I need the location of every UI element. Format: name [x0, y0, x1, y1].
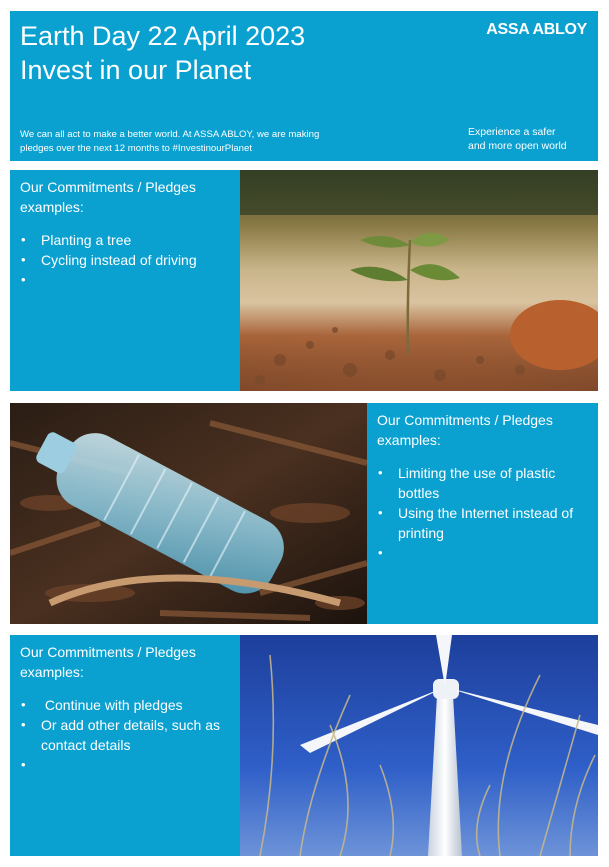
pledge-list — [377, 463, 588, 563]
pledge-heading — [20, 177, 230, 217]
pledge-section-3 — [10, 635, 598, 856]
intro-line-1: We can all act to make a better world. At ASSA ABLOY, we are making — [20, 129, 320, 140]
pledge-heading-line-2: examples: — [377, 432, 441, 448]
pledge-heading-line-1: Our Commitments / Pledges — [377, 412, 553, 428]
pledge-heading-line-1: Our Commitments / Pledges — [20, 644, 196, 660]
pledge-heading-line-2: examples: — [20, 199, 84, 215]
pledge-item: • Planting a tree — [20, 230, 230, 250]
header-banner — [10, 11, 598, 161]
pledge-section-1 — [10, 170, 598, 391]
pledge-list — [20, 230, 230, 290]
pledge-panel-3 — [10, 635, 240, 856]
pledge-item: • Or add other details, such as contact details — [20, 715, 230, 755]
pledge-heading — [20, 642, 230, 682]
pledge-item — [20, 755, 230, 775]
pledge-item — [377, 543, 588, 563]
page-title — [20, 19, 305, 87]
pledge-heading — [377, 410, 588, 450]
pledge-item: • Continue with pledges — [20, 695, 230, 715]
pledge-item: • Cycling instead of driving — [20, 250, 230, 270]
pledge-heading-line-2: examples: — [20, 664, 84, 680]
intro-text — [20, 128, 360, 156]
wind-turbine-photo — [240, 635, 598, 856]
pledge-list — [20, 695, 230, 775]
brand-tagline — [468, 125, 588, 153]
pledge-heading-line-1: Our Commitments / Pledges — [20, 179, 196, 195]
pledge-panel-1 — [10, 170, 240, 391]
plastic-bottle-photo — [10, 403, 367, 624]
pledge-section-2 — [10, 403, 598, 624]
tagline-line-1: Experience a safer — [468, 126, 556, 138]
tagline-line-2: and more open world — [468, 140, 567, 152]
pledge-item: • Limiting the use of plastic bottles — [377, 463, 588, 503]
pledge-item: • Using the Internet instead of printing — [377, 503, 588, 543]
seedling-photo — [240, 170, 598, 391]
pledge-panel-2 — [367, 403, 598, 624]
title-line-2: Invest in our Planet — [20, 55, 252, 85]
intro-line-2: pledges over the next 12 months to #InvestinourPlanet — [20, 143, 252, 154]
assa-abloy-logo: ASSA ABLOY — [486, 21, 587, 38]
title-line-1: Earth Day 22 April 2023 — [20, 21, 306, 51]
pledge-item — [20, 270, 230, 290]
